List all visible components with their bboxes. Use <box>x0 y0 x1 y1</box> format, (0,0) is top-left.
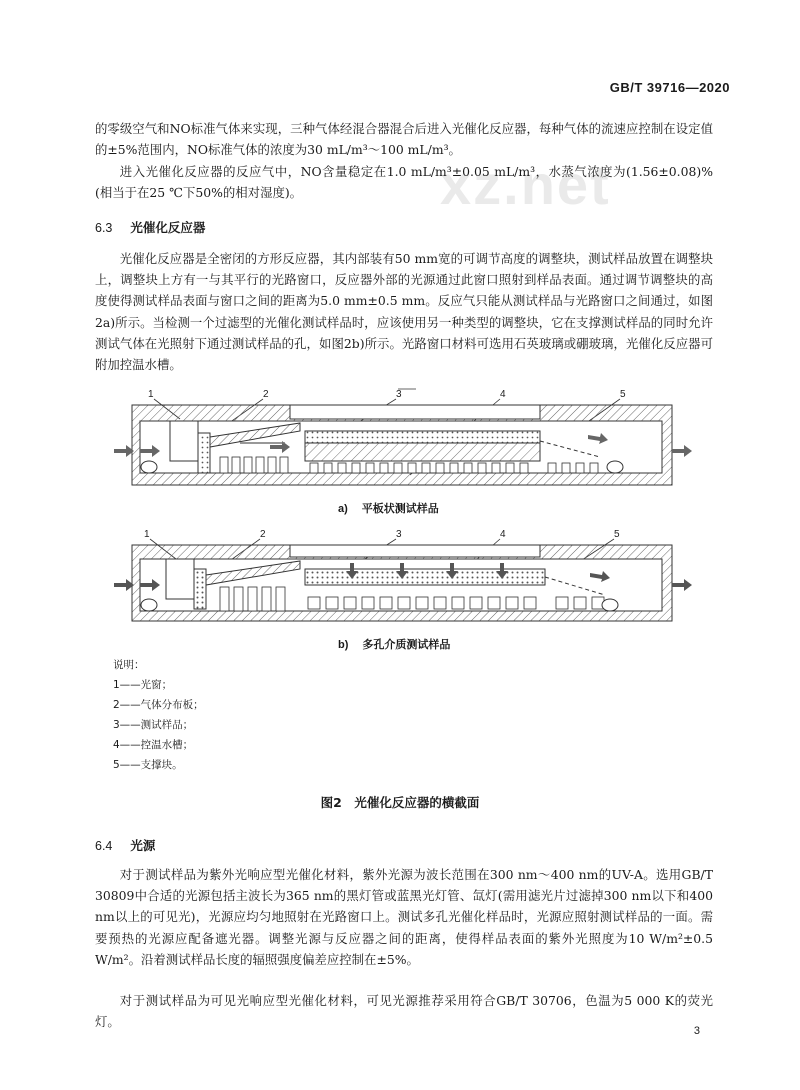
caption-b-label: b) <box>338 639 349 651</box>
legend-item: 2——气体分布板； <box>113 699 204 711</box>
section-number: 6.4 <box>95 839 113 853</box>
section-heading-6-4 <box>95 836 155 854</box>
label-2: 2 <box>260 529 266 540</box>
legend-item: 4——控温水槽； <box>113 739 194 751</box>
label-3: 3 <box>396 389 402 400</box>
section-title: 光催化反应器 <box>130 220 206 235</box>
section-heading-6-3 <box>95 218 205 236</box>
paragraph-reactor: 光催化反应器是全密闭的方形反应器，其内部装有50 mm宽的可调节高度的调整块，测试样品放置在调整块上，调整块上方有一与其平行的光路窗口，反应器外部的光源通过此窗口照射到样品表面。通过调节调整块的高度使得测试样品表面与窗口之间的距离为5.0 mm±0.5 mm。反应气只能从测试样品与光路窗口之间通过，如图2a)所示。当检测一个过滤型的光催化测试样品时，应该使用另一种类型的调整块，它在支撑测试样品的同时允许测试气体在光照射下通过测试样品的孔，如图2b)所示。光路窗口材料可选用石英玻璃或硼玻璃，光催化反应器可附加控温水槽。 <box>95 251 713 373</box>
section-title: 光源 <box>130 838 156 853</box>
standard-number: GB/T 39716—2020 <box>609 80 730 95</box>
legend-title: 说明： <box>113 659 145 671</box>
caption-b-text: 多孔介质测试样品 <box>362 638 451 651</box>
page-number: 3 <box>693 1025 700 1037</box>
reactor-diagram-a <box>100 385 700 495</box>
figure-title: 图2 光催化反应器的横截面 <box>320 795 480 810</box>
paragraph-uv-light: 对于测试样品为紫外光响应型光催化材料，紫外光源为波长范围在300 nm～400 nm的UV-A。选用GB/T 30809中合适的光源包括主波长为365 nm的黑灯管或蓝黑光灯管、氙灯(需用滤光片过滤掉300 nm以下和400 nm以上的可见光)，光源应均匀地照射在光路窗口上。测试多孔光催化样品时，光源应照射测试样品的一面。需要预热的光源应配备遮光器。调整光源与反应器之间的距离，使得样品表面的紫外光照度为10 W/m²±0.5 W/m²。沿着测试样品长度的辐照强度偏差应控制在±5%。 <box>95 867 713 967</box>
label-5: 5 <box>620 389 626 400</box>
caption-a-text: 平板状测试样品 <box>361 502 439 515</box>
label-2: 2 <box>263 389 269 400</box>
paragraph-continued: 的零级空气和NO标准气体来实现，三种气体经混合器混合后进入光催化反应器，每种气体的流速应控制在设定值的±5%范围内，NO标准气体的浓度为30 mL/m³～100 mL/m³。 <box>95 121 713 158</box>
reactor-diagram-b <box>100 525 700 630</box>
paragraph-reaction-gas: 进入光催化反应器的反应气中，NO含量稳定在1.0 mL/m³±0.05 mL/m³，水蒸气浓度为(1.56±0.08)%(相当于在25 ℃下50%的相对湿度)。 <box>95 164 713 201</box>
legend-item: 5——支撑块。 <box>113 759 183 771</box>
paragraph-visible-light: 对于测试样品为可见光响应型光催化材料，可见光源推荐采用符合GB/T 30706，色温为5 000 K的荧光灯。 <box>95 993 713 1030</box>
label-3: 3 <box>396 529 402 540</box>
caption-b <box>338 636 450 652</box>
caption-a <box>338 500 439 516</box>
legend-item: 3——测试样品； <box>113 719 194 731</box>
label-1: 1 <box>144 529 150 540</box>
label-1: 1 <box>148 389 154 400</box>
label-4: 4 <box>500 529 506 540</box>
label-5: 5 <box>614 529 620 540</box>
figure-legend <box>113 655 204 775</box>
legend-item: 1——光窗； <box>113 679 173 691</box>
watermark: xz.net <box>440 153 611 216</box>
section-number: 6.3 <box>95 221 113 235</box>
label-4: 4 <box>500 389 506 400</box>
caption-a-label: a) <box>338 503 348 515</box>
